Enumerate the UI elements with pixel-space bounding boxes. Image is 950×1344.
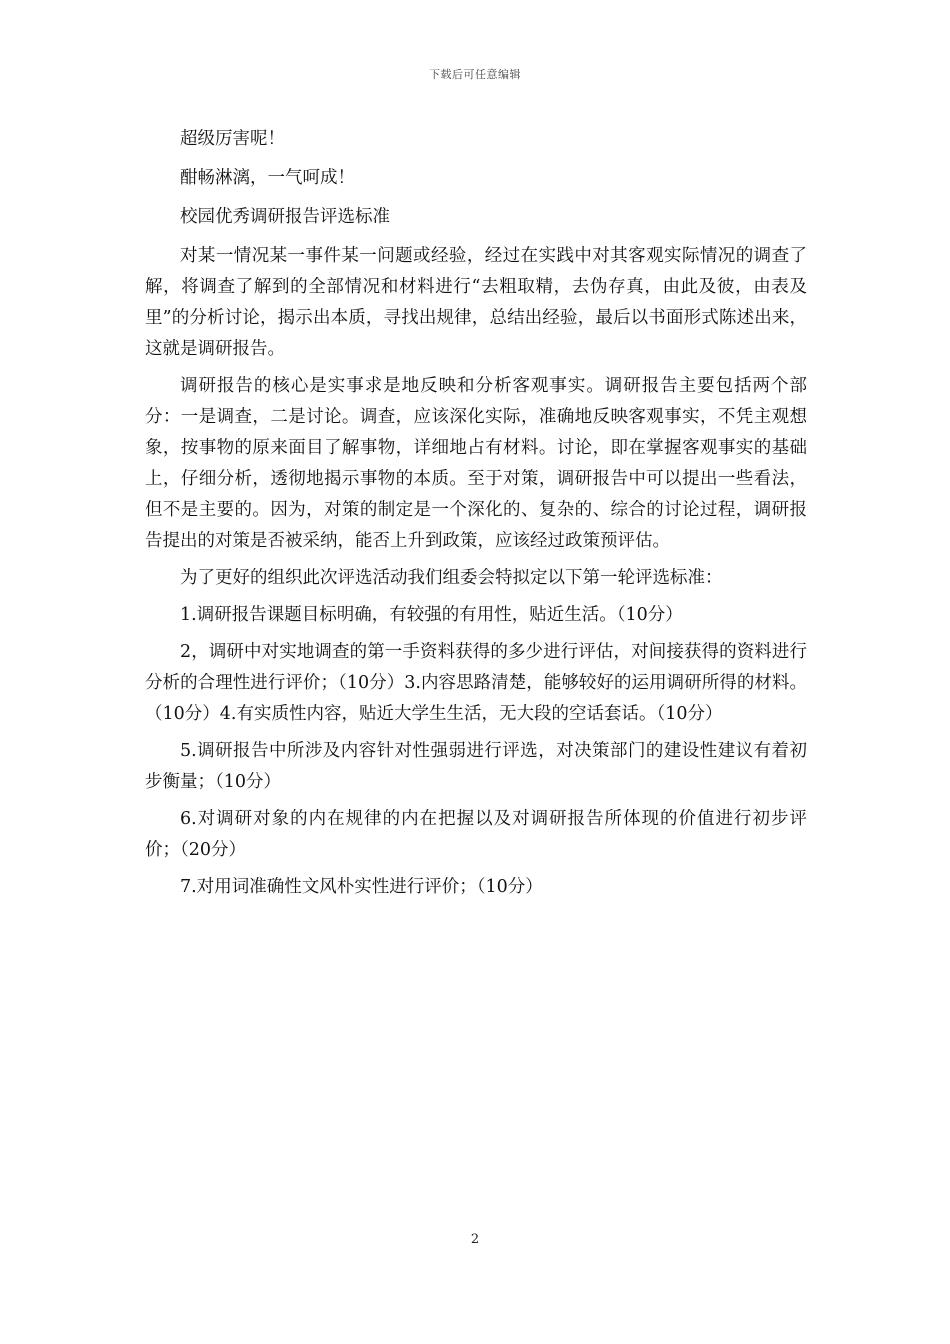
- criterion-2-4: 2，调研中对实地调查的第一手资料获得的多少进行评估，对间接获得的资料进行分析的合理性进行评价；（10分）3.内容思路清楚，能够较好的运用调研所得的材料。（10分）4.有实质性内容，贴近大学生生活，无大段的空话套话。（10分）: [145, 642, 807, 724]
- criterion-6: 6.对调研对象的内在规律的内在把握以及对调研报告所体现的价值进行初步评价；（20分）: [145, 809, 807, 860]
- criterion-5: 5.调研报告中所涉及内容针对性强弱进行评选，对决策部门的建设性建议有着初步衡量；（10分）: [145, 741, 807, 792]
- document-body: [145, 124, 807, 909]
- document-title: 校园优秀调研报告评选标准: [180, 207, 390, 227]
- criterion-7: 7.对用词准确性文风朴实性进行评价；（10分）: [180, 877, 543, 897]
- paragraph-intro-criteria: 为了更好的组织此次评选活动我们组委会特拟定以下第一轮评选标准：: [180, 568, 723, 588]
- criterion-1: 1.调研报告课题目标明确，有较强的有用性，贴近生活。（10分）: [180, 605, 683, 625]
- paragraph-2: 酣畅淋漓，一气呵成！: [180, 168, 355, 188]
- paragraph-definition: 对某一情况某一事件某一问题或经验，经过在实践中对其客观实际情况的调查了解，将调查了解到的全部情况和材料进行“去粗取精，去伪存真，由此及彼，由表及里”的分析讨论，揭示出本质，寻找出规律，总结出经验，最后以书面形式陈述出来，这就是调研报告。: [145, 246, 807, 359]
- paragraph-1: 超级厉害呢！: [180, 129, 285, 149]
- page-number: 2: [470, 1232, 480, 1247]
- page-header: 下载后可任意编辑: [429, 68, 521, 81]
- paragraph-core: 调研报告的核心是实事求是地反映和分析客观事实。调研报告主要包括两个部分：一是调查，二是讨论。调查，应该深化实际，准确地反映客观事实，不凭主观想象，按事物的原来面目了解事物，详细地占有材料。讨论，即在掌握客观事实的基础上，仔细分析，透彻地揭示事物的本质。至于对策，调研报告中可以提出一些看法，但不是主要的。因为，对策的制定是一个深化的、复杂的、综合的讨论过程，调研报告提出的对策是否被采纳，能否上升到政策，应该经过政策预评估。: [145, 376, 807, 551]
